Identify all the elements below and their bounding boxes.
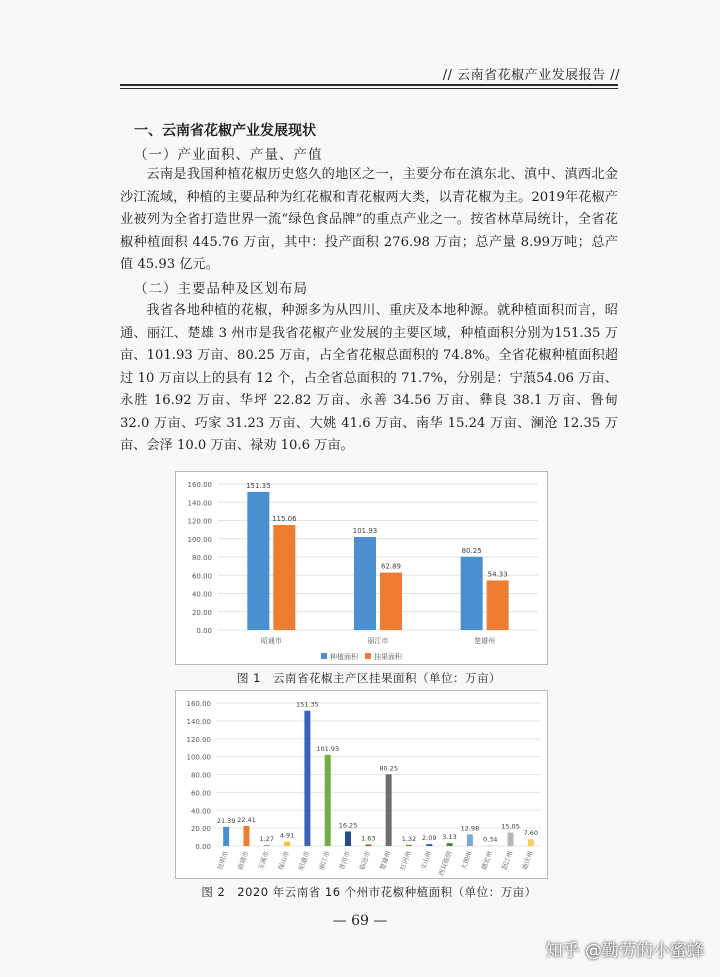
data-label: 54.33 [487,570,508,579]
paragraph-1 [120,164,618,277]
data-label: 115.06 [272,515,297,524]
y-tick-label: 160.00 [186,700,211,708]
y-tick-label: 80.00 [190,771,211,780]
y-tick-label: 160.00 [187,481,212,489]
data-label: 21.39 [216,816,236,825]
paragraph-2-text: 我省各地种植的花椒，种源多为从四川、重庆及本地种源。就种植面积而言，昭通、丽江、楚雄 3 州市是我省花椒产业发展的主要区域，种植面积分别为151.35 万亩、101.93 万亩、80.25 万亩，占全省花椒总面积的 74.8%。全省花椒种植面积超过 10 万亩以上的县有 12 个，占全省总面积的 71.7%，分别是：宁蒗54.06 万亩、永胜 16.92 万亩、华坪 22.82 万亩、永善 34.56 万亩、彝良 38.1 万亩、鲁甸 32.0 万亩、巧家 31.23 万亩、大姚 41.6 万亩、南华 15.24 万亩、澜沧 12.35 万亩、会泽 10.0 万亩、禄劝 10.6 万亩。 [120,303,618,453]
bar [365,845,371,846]
data-label: 1.32 [401,834,417,843]
x-tick-label: 怒江州 [500,849,515,872]
bar [284,842,290,846]
y-tick-label: 140.00 [186,717,211,726]
figure-1 [175,471,548,665]
y-tick-label: 100.00 [186,753,211,762]
y-tick-label: 60.00 [191,572,212,581]
bar-挂果面积 [487,580,509,630]
x-tick-label: 德宏州 [479,849,495,872]
page-number: — 69 — [332,913,388,929]
y-tick-label: 100.00 [187,535,212,544]
data-label: 1.27 [259,834,275,843]
data-label: 4.91 [279,831,295,840]
y-tick-label: 20.00 [191,608,212,617]
figure-1-caption: 图 1 云南省花椒主产区挂果面积（单位：万亩） [237,671,501,685]
x-tick-label: 临沧市 [358,849,373,872]
chart-1 [176,472,547,664]
y-tick-label: 140.00 [187,499,212,508]
bar [467,834,473,846]
y-tick-label: 120.00 [186,735,211,744]
paragraph-2 [120,300,618,458]
bar [386,774,392,846]
data-label: 80.25 [461,546,482,555]
x-tick-label: 文山州 [418,849,434,872]
data-label: 101.93 [352,526,378,535]
x-tick-label: 西双版纳 [437,849,454,878]
data-label: 2.09 [422,834,437,843]
watermark: 知乎 @勤劳的小蜜蜂 [545,941,704,961]
data-label: 7.60 [523,829,539,838]
x-tick-label: 昆明市 [215,849,231,872]
x-tick-label: 昭通市 [297,849,312,872]
paragraph-1-text: 云南是我国种植花椒历史悠久的地区之一，主要分布在滇东北、滇中、滇西北金沙江流域，种植的主要品种为红花椒和青花椒两大类，以青花椒为主。2019年花椒产业被列为全省打造世界一流“绿色食品牌”的重点产业之一。按省林草局统计，全省花椒种植面积 445.76 万亩，其中：投产面积 276.98 万亩；总产量 8.99万吨；总产值 45.93 亿元。 [120,167,618,272]
figure-2-caption: 图 2 2020 年云南省 16 个州市花椒种植面积（单位：万亩） [201,885,537,899]
bar [223,827,229,846]
section-title: 一、云南省花椒产业发展现状 [134,123,316,139]
bar [406,845,412,846]
legend-swatch [321,653,327,659]
bar-挂果面积 [380,573,402,630]
x-tick-label: 丽江市 [367,637,389,645]
bar [325,755,331,846]
data-label: 151.35 [246,481,271,490]
x-tick-label: 大理州 [459,849,474,872]
data-label: 15.05 [501,822,520,831]
subsection-title-1: （一）产业面积、产量、产值 [134,147,323,163]
data-label: 12.98 [460,824,480,833]
y-tick-label: 60.00 [190,789,211,798]
x-tick-label: 迪庆州 [520,849,535,872]
legend-label: 挂果面积 [374,653,402,661]
bar-挂果面积 [273,525,295,630]
subsection-title-2: （二）主要品种及区划布局 [134,281,308,297]
bar [447,843,453,846]
x-tick-label: 保山市 [276,849,291,872]
data-label: 3.13 [442,833,457,842]
data-label: 16.25 [338,821,358,830]
x-tick-label: 楚雄州 [474,637,496,645]
data-label: 151.35 [296,700,319,709]
y-tick-label: 40.00 [191,590,212,599]
running-head: // 云南省花椒产业发展报告 // [442,68,620,83]
x-tick-label: 曲靖市 [236,849,251,872]
x-tick-label: 普洱市 [337,849,352,872]
x-tick-label: 玉溪市 [256,849,271,872]
y-tick-label: 0.00 [196,627,212,635]
x-tick-label: 昭通市 [260,637,282,645]
bar [528,839,534,846]
data-label: 101.93 [316,744,340,753]
y-tick-label: 0.00 [195,843,211,851]
bar-种植面积 [461,557,483,630]
x-tick-label: 楚雄州 [378,849,393,872]
data-label: 80.25 [379,764,398,773]
data-label: 62.89 [380,562,402,571]
x-tick-label: 丽江市 [317,849,332,872]
bar-种植面积 [354,537,376,630]
data-label: 22.41 [237,815,256,824]
legend-swatch [365,653,371,659]
bar [345,831,351,846]
y-tick-label: 80.00 [191,554,212,562]
y-tick-label: 120.00 [187,517,212,526]
data-label: 1.63 [361,834,376,843]
bar [508,833,514,846]
y-tick-label: 40.00 [190,807,211,816]
bar [426,844,432,846]
bar-种植面积 [247,492,269,630]
header-rule [120,84,618,86]
figure-2 [175,690,548,879]
x-tick-label: 红河州 [398,849,413,872]
bar [304,711,310,846]
y-tick-label: 20.00 [190,825,211,834]
data-label: 0.34 [482,835,498,844]
bar [243,826,249,846]
bar [264,845,270,846]
legend-label: 种植面积 [330,653,358,661]
chart-2 [176,691,547,878]
